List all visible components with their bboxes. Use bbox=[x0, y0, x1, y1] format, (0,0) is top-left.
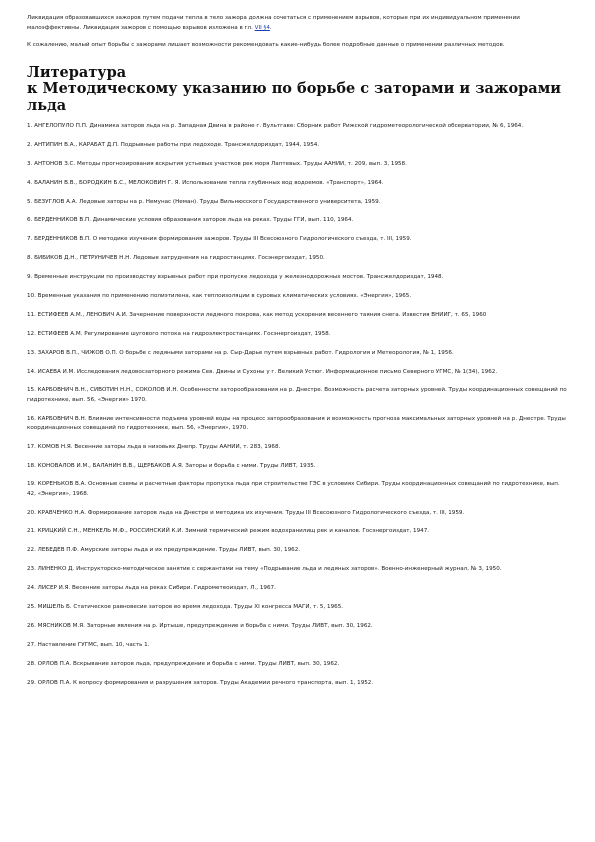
reference-item: 27. Наставление ГУГМС, вып. 10, часть 1. bbox=[27, 641, 150, 648]
intro-paragraph-1-end: . bbox=[269, 24, 272, 31]
reference-item: 12. ЕСТИФЕЕВ А.М. Регулирование шугового потока на гидроэлектростанциях. Госэнергоиздат, 1958. bbox=[27, 330, 331, 337]
reference-item: 8. БИБИКОВ Д.Н., ПЕТРУНИЧЕВ Н.Н. Ледовые затруднения на гидростанциях. Госэнергоиздат, 1950. bbox=[27, 255, 325, 262]
reference-item: 23. ЛИНЕНКО Д. Инструкторско-методическое занятие с сержантами на тему «Подрывание льда и ледяных заторов». Военно-инженерный журнал, № 3, 1950. bbox=[27, 566, 502, 573]
reference-item: 13. ЗАХАРОВ В.П., ЧИЖОВ О.П. О борьбе с ледяными заторами на р. Сыр-Дарье путем взрывных работ. Гидрология и Метеорология, № 1, 1956. bbox=[27, 349, 454, 356]
chapter-link[interactable]: VII §4 bbox=[254, 24, 270, 31]
intro-paragraph-1-text: Ликвидация образовавшихся зажоров путем подачи тепла в тело зажора должна сочетаться с применением взрывов, которые при их индивидуальном применении малоэффективны. Ликвидация зажоров с помощью взрывов изложена в гл. bbox=[27, 15, 520, 31]
reference-list bbox=[27, 122, 569, 688]
reference-item: 15. КАРБОВНИЧ В.Н., СИВОТИН Н.Н., СОКОЛОВ И.Н. Особенности заторообразования на р. Днестре. Возможность расчета заторных уровней. Труды координационных совещаний по гидротехнике, вып. 56, «Энергия» 1970. bbox=[27, 387, 567, 403]
reference-item: 14. ИСАЕВА И.М. Исследования ледовосзаторного режима Сев. Двины и Сухоны у г. Великий Устюг. Информационное письмо Северного УГМС, № 1(34), 1962. bbox=[27, 368, 498, 375]
intro-section bbox=[27, 14, 569, 51]
reference-item: 28. ОРЛОВ П.А. Вскрывание заторов льда, предупреждение и борьба с ними. Труды ЛИВТ, вып. 30, 1962. bbox=[27, 660, 340, 667]
reference-item: 2. АНТИПИН В.А., КАРАБАТ Д.П. Подрывные работы при ледоходе. Трансжелдориздат, 1944, 1954. bbox=[27, 141, 320, 148]
reference-item: 3. АНТОНОВ З.С. Методы прогнозирования вскрытия устьевых участков рек моря Лаптевых. Труды ААНИИ, т. 209, вып. 3, 1958. bbox=[27, 160, 407, 167]
reference-item: 22. ЛЕБЕДЕВ П.Ф. Амурские заторы льда и их предупреждение. Труды ЛИВТ, вып. 30, 1962. bbox=[27, 547, 301, 554]
reference-item: 19. КОРЕНЬКОВ В.А. Основные схемы и расчетные факторы пропуска льда при строительстве ГЭС в условиях Сибири. Труды координационных совещаний по гидротехнике, вып. 42, «Энергия», 1968. bbox=[27, 481, 560, 497]
heading-line-2: к Методическому указанию по борьбе с заторами и зажорами льда bbox=[27, 80, 562, 114]
heading-line-1: Литература bbox=[27, 63, 127, 81]
reference-item: 17. КОМОВ Н.Я. Весенние заторы льда в низовьях Днепр. Труды ААНИИ, т. 283, 1968. bbox=[27, 443, 281, 450]
reference-item: 16. КАРБОВНИЧ В.Н. Влияние интенсивности подъема уровней воды на процесс заторообразования и возможность прогноза максимальных заторных уровней на р. Днестре. Труды координационных совещаний по гидротехнике, вып. 56, «Энергия», 1970. bbox=[27, 415, 566, 431]
intro-paragraph-1 bbox=[27, 14, 569, 33]
reference-item: 5. БЕЗУГЛОВ А.А. Ледовые заторы на р. Немунас (Неман). Труды Вильнюсского Государственного университета, 1959. bbox=[27, 198, 381, 205]
reference-item: 25. МИШЕЛЬ Б. Статическое равновесие заторов во время ледохода. Труды XI конгресса МАГИ, т. 5, 1965. bbox=[27, 603, 344, 610]
references-heading bbox=[27, 65, 569, 115]
reference-item: 24. ЛИСЕР И.Я. Весенние заторы льда на реках Сибири. Гидрометеоиздат, Л., 1967. bbox=[27, 585, 276, 592]
reference-item: 26. МЯСНИКОВ М.Я. Заторные явления на р. Иртыше, предупреждение и борьба с ними. Труды ЛИВТ, вып. 30, 1962. bbox=[27, 622, 373, 629]
reference-item: 4. БАЛАНИН В.В., БОРОДКИН Б.С., МЕЛОКОВИН Г. Я. Использование тепла глубинных вод водоемов. «Транспорт», 1964. bbox=[27, 179, 384, 186]
reference-item: 20. КРАВЧЕНКО Н.А. Формирование заторов льда на Днестре и методика их изучения. Труды III Всесоюзного Гидрологического съезда, т. III, 1959. bbox=[27, 509, 465, 516]
reference-item: 6. БЕРДЕННИКОВ В.П. Динамические условия образования заторов льда на реках. Труды ГГИ, вып. 110, 1964. bbox=[27, 217, 354, 224]
reference-item: 7. БЕРДЕННИКОВ В.П. О методике изучения формирования зажоров. Труды III Всесоюзного Гидрологического съезда, т. III, 1959. bbox=[27, 236, 412, 243]
intro-paragraph-2: К сожалению, малый опыт борьбы с зажорами лишает возможности рекомендовать какие-нибудь более подробные данные о применении различных методов. bbox=[27, 42, 505, 48]
reference-item: 29. ОРЛОВ П.А. К вопросу формирования и разрушения заторов. Труды Академии речного транспорта, вып. 1, 1952. bbox=[27, 679, 374, 686]
reference-item: 11. ЕСТИФЕЕВ А.М., ЛЕНОВИЧ А.И. Зачернение поверхности ледяного покрова, как метод ускорения весеннего таяния снега. Известия ВНИИГ, т. 65, 1960 bbox=[27, 311, 487, 318]
reference-item: 18. КОНОВАЛОВ И.М., БАЛАНИН В.В., ЩЕРБАКОВ А.Я. Заторы и борьба с ними. Труды ЛИВТ, 1935. bbox=[27, 462, 316, 469]
reference-item: 9. Временные инструкции по производству взрывных работ при пропуске ледохода у железнодорожных мостов. Трансжелдориздат, 1948. bbox=[27, 274, 444, 281]
reference-item: 10. Временные указания по применению полиэтилена, как теплоизоляции в суровых климатических условиях. «Энергия», 1965. bbox=[27, 293, 412, 300]
reference-item: 21. КРИЦКИЙ С.Н., МЕНКЕЛЬ М.Ф., РОССИНСКИЙ К.И. Зимний термический режим водохранилищ рек и каналов. Госэнергоиздат, 1947. bbox=[27, 528, 430, 535]
reference-item: 1. АНГЕЛОПУЛО П.П. Динамика заторов льда на р. Западная Двина в районе г. Вультгаве: Сборник работ Рижской гидрометеорологической обсерватории, № 6, 1964. bbox=[27, 123, 524, 129]
